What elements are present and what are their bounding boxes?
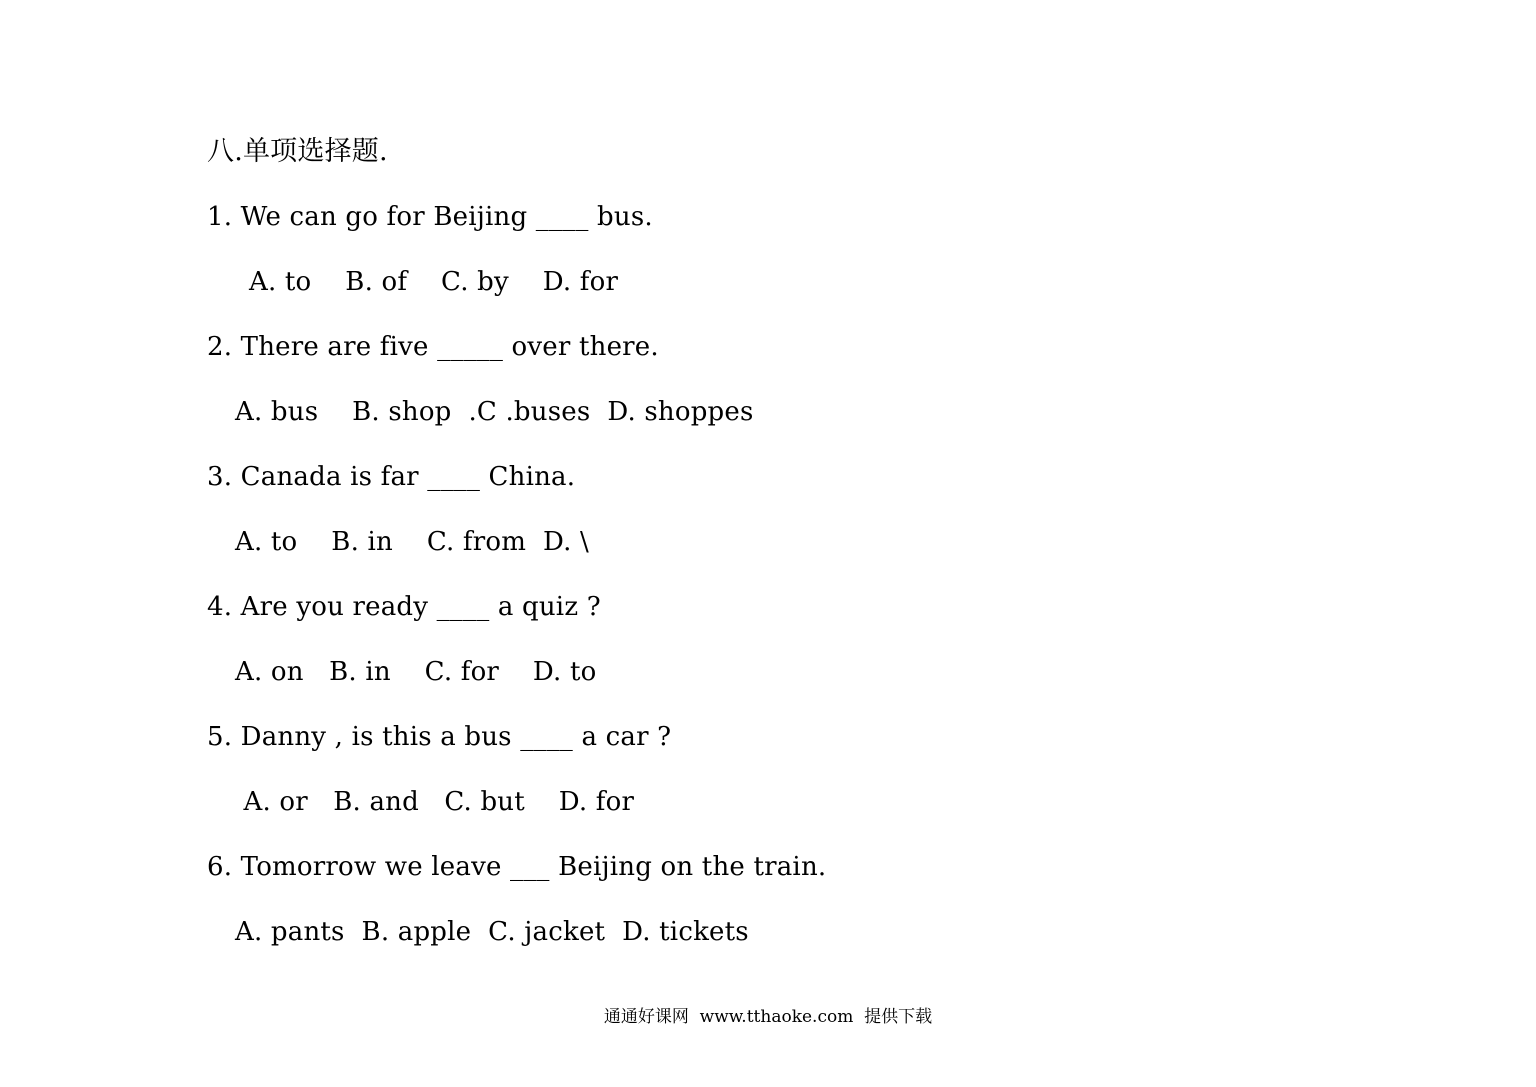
question-6-stem: 6. Tomorrow we leave ___ Beijing on the train. bbox=[207, 852, 827, 882]
question-4-options: A. on B. in C. for D. to bbox=[235, 657, 597, 687]
question-2-stem: 2. There are five _____ over there. bbox=[207, 332, 659, 362]
question-6-options: A. pants B. apple C. jacket D. tickets bbox=[235, 917, 749, 947]
question-5-options: A. or B. and C. but D. for bbox=[235, 787, 635, 817]
footer-credit: 通通好课网 www.tthaoke.com 提供下载 bbox=[603, 1007, 933, 1027]
question-2-options: A. bus B. shop .C .buses D. shoppes bbox=[235, 397, 754, 427]
question-3-options: A. to B. in C. from D. \ bbox=[235, 527, 590, 557]
question-4-stem: 4. Are you ready ____ a quiz ? bbox=[207, 592, 601, 622]
question-5-stem: 5. Danny , is this a bus ____ a car ? bbox=[207, 722, 672, 752]
question-1-stem: 1. We can go for Beijing ____ bus. bbox=[207, 202, 653, 232]
question-1-options: A. to B. of C. by D. for bbox=[249, 267, 619, 297]
section-title: 八.单项选择题. bbox=[207, 136, 388, 167]
question-3-stem: 3. Canada is far ____ China. bbox=[207, 462, 576, 492]
